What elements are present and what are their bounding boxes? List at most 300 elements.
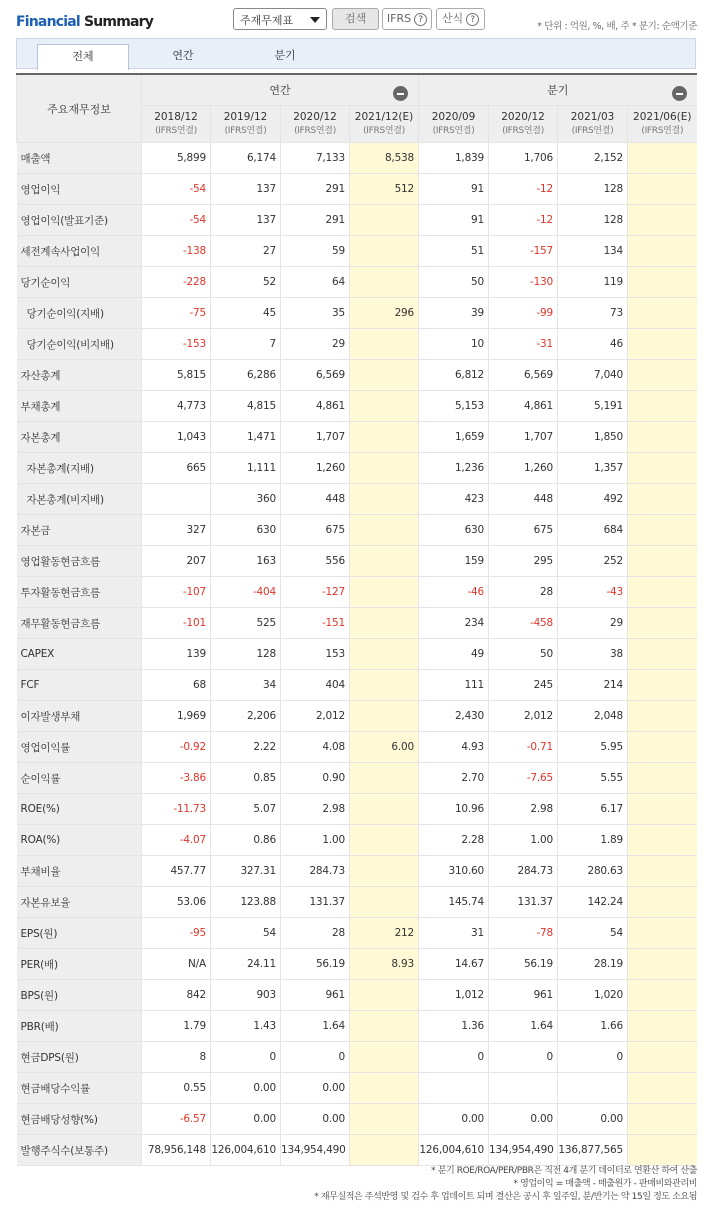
footnote: * 재무실적은 주석반영 및 검수 후 업데이트 되며 결산은 공시 후 일주일, 분/반기는 약 15일 정도 소요됨 bbox=[314, 1192, 697, 1202]
column-period: 2018/12 bbox=[154, 111, 198, 123]
table-cell: 525 bbox=[211, 608, 281, 639]
column-basis: (IFRS연결) bbox=[502, 126, 544, 136]
table-cell: 5,899 bbox=[142, 143, 211, 174]
table-row bbox=[17, 980, 697, 1011]
table-cell bbox=[628, 546, 697, 577]
table-cell: 8 bbox=[142, 1042, 211, 1073]
table-cell: 2.70 bbox=[419, 763, 489, 794]
row-label: 현금배당성향(%) bbox=[17, 1104, 142, 1135]
table-cell: 123.88 bbox=[211, 887, 281, 918]
table-cell: 2,012 bbox=[281, 701, 350, 732]
column-period: 2021/06(E) bbox=[633, 111, 692, 123]
table-cell: -228 bbox=[142, 267, 211, 298]
table-cell: -101 bbox=[142, 608, 211, 639]
table-cell bbox=[350, 1104, 419, 1135]
table-cell: 54 bbox=[558, 918, 628, 949]
table-cell: -54 bbox=[142, 174, 211, 205]
table-cell: 1,012 bbox=[419, 980, 489, 1011]
table-cell: 5.95 bbox=[558, 732, 628, 763]
table-cell bbox=[628, 794, 697, 825]
table-cell: -7.65 bbox=[489, 763, 558, 794]
table-cell: 252 bbox=[558, 546, 628, 577]
unit-note: * 단위 : 억원, %, 배, 주 * 분기: 순액기준 bbox=[537, 21, 697, 32]
table-cell bbox=[350, 639, 419, 670]
row-label: 현금DPS(원) bbox=[17, 1042, 142, 1073]
table-row bbox=[17, 701, 697, 732]
table-cell: 284.73 bbox=[489, 856, 558, 887]
table-cell bbox=[350, 670, 419, 701]
table-cell: 2.28 bbox=[419, 825, 489, 856]
table-cell: 1.66 bbox=[558, 1011, 628, 1042]
column-header bbox=[350, 106, 419, 143]
table-row bbox=[17, 515, 697, 546]
row-label: EPS(원) bbox=[17, 918, 142, 949]
row-label: 당기순이익 bbox=[17, 267, 142, 298]
table-cell: 131.37 bbox=[489, 887, 558, 918]
table-cell: -46 bbox=[419, 577, 489, 608]
table-cell bbox=[419, 1073, 489, 1104]
table-cell bbox=[350, 763, 419, 794]
table-cell: 0.00 bbox=[211, 1104, 281, 1135]
table-cell: 492 bbox=[558, 484, 628, 515]
table-cell: 14.67 bbox=[419, 949, 489, 980]
table-cell: -75 bbox=[142, 298, 211, 329]
table-cell: 280.63 bbox=[558, 856, 628, 887]
table-cell bbox=[350, 577, 419, 608]
table-cell: 1.89 bbox=[558, 825, 628, 856]
table-cell: 1,020 bbox=[558, 980, 628, 1011]
table-cell bbox=[628, 825, 697, 856]
table-cell bbox=[558, 1073, 628, 1104]
table-cell: 310.60 bbox=[419, 856, 489, 887]
table-cell: 6,569 bbox=[489, 360, 558, 391]
quarter-group-header bbox=[419, 74, 697, 106]
table-cell: 6,569 bbox=[281, 360, 350, 391]
table-cell: 961 bbox=[281, 980, 350, 1011]
table-cell: 0 bbox=[419, 1042, 489, 1073]
table-cell bbox=[350, 391, 419, 422]
table-cell: 34 bbox=[211, 670, 281, 701]
table-cell bbox=[350, 887, 419, 918]
table-cell: 131.37 bbox=[281, 887, 350, 918]
tab-annual[interactable]: 연간 bbox=[172, 49, 194, 62]
table-cell: 0 bbox=[211, 1042, 281, 1073]
table-cell: 207 bbox=[142, 546, 211, 577]
table-cell: 291 bbox=[281, 174, 350, 205]
row-label: 발행주식수(보통주) bbox=[17, 1135, 142, 1166]
table-cell: 1,706 bbox=[489, 143, 558, 174]
table-cell: 128 bbox=[558, 174, 628, 205]
column-header bbox=[628, 106, 697, 143]
table-cell: 0.90 bbox=[281, 763, 350, 794]
table-row bbox=[17, 918, 697, 949]
table-row bbox=[17, 825, 697, 856]
table-cell bbox=[628, 732, 697, 763]
table-row bbox=[17, 1104, 697, 1135]
table-cell bbox=[350, 236, 419, 267]
table-cell: 1.79 bbox=[142, 1011, 211, 1042]
table-cell: 39 bbox=[419, 298, 489, 329]
row-label: 자산총계 bbox=[17, 360, 142, 391]
table-cell: 134,954,490 bbox=[281, 1135, 350, 1166]
table-cell: 111 bbox=[419, 670, 489, 701]
table-cell: 31 bbox=[419, 918, 489, 949]
table-cell: 0.00 bbox=[281, 1073, 350, 1104]
row-label: 재무활동현금흐름 bbox=[17, 608, 142, 639]
period-tabs bbox=[16, 38, 696, 69]
table-cell: 448 bbox=[281, 484, 350, 515]
table-cell: -6.57 bbox=[142, 1104, 211, 1135]
table-cell: 35 bbox=[281, 298, 350, 329]
table-cell bbox=[350, 608, 419, 639]
table-cell: 126,004,610 bbox=[419, 1135, 489, 1166]
table-cell: 842 bbox=[142, 980, 211, 1011]
table-cell: 961 bbox=[489, 980, 558, 1011]
table-row bbox=[17, 639, 697, 670]
row-label: PBR(배) bbox=[17, 1011, 142, 1042]
column-period: 2021/12(E) bbox=[354, 111, 414, 123]
table-cell: 1,659 bbox=[419, 422, 489, 453]
ifrs-label: IFRS bbox=[386, 12, 412, 25]
statement-type-select[interactable] bbox=[233, 8, 327, 30]
table-cell: 2.98 bbox=[281, 794, 350, 825]
table-cell: 53.06 bbox=[142, 887, 211, 918]
table-cell: 1,236 bbox=[419, 453, 489, 484]
table-cell: 5.07 bbox=[211, 794, 281, 825]
table-cell bbox=[628, 267, 697, 298]
table-row bbox=[17, 391, 697, 422]
row-label: ROE(%) bbox=[17, 794, 142, 825]
table-cell: 1,850 bbox=[558, 422, 628, 453]
table-cell: 134 bbox=[558, 236, 628, 267]
table-cell: 1,471 bbox=[211, 422, 281, 453]
table-row bbox=[17, 174, 697, 205]
row-header-label: 주요재무정보 bbox=[17, 74, 142, 143]
table-row bbox=[17, 546, 697, 577]
table-cell: 142.24 bbox=[558, 887, 628, 918]
table-cell bbox=[350, 701, 419, 732]
table-cell: 137 bbox=[211, 174, 281, 205]
table-cell bbox=[628, 1104, 697, 1135]
table-cell bbox=[628, 515, 697, 546]
table-row bbox=[17, 608, 697, 639]
row-label: 당기순이익(지배) bbox=[17, 298, 142, 329]
row-label: 영업이익 bbox=[17, 174, 142, 205]
row-label: CAPEX bbox=[17, 639, 142, 670]
table-cell: 6.00 bbox=[350, 732, 419, 763]
row-label: 현금배당수익률 bbox=[17, 1073, 142, 1104]
table-cell: 903 bbox=[211, 980, 281, 1011]
table-cell bbox=[628, 887, 697, 918]
table-cell bbox=[628, 670, 697, 701]
footnote: * 영업이익 = 매출액 - 매출원가 - 판매비와관리비 bbox=[513, 1179, 697, 1189]
table-cell bbox=[628, 422, 697, 453]
table-cell: 27 bbox=[211, 236, 281, 267]
table-cell bbox=[142, 484, 211, 515]
table-cell: 0.86 bbox=[211, 825, 281, 856]
table-cell: 78,956,148 bbox=[142, 1135, 211, 1166]
formula-label: 산식 bbox=[441, 12, 464, 25]
table-cell: -153 bbox=[142, 329, 211, 360]
table-cell: 2.98 bbox=[489, 794, 558, 825]
row-label: BPS(원) bbox=[17, 980, 142, 1011]
column-header bbox=[489, 106, 558, 143]
table-cell: 1.43 bbox=[211, 1011, 281, 1042]
row-label: 투자활동현금흐름 bbox=[17, 577, 142, 608]
table-cell bbox=[350, 1135, 419, 1166]
table-cell: 5,191 bbox=[558, 391, 628, 422]
table-cell: 296 bbox=[350, 298, 419, 329]
table-cell: 128 bbox=[211, 639, 281, 670]
table-cell: 91 bbox=[419, 205, 489, 236]
table-cell: 630 bbox=[211, 515, 281, 546]
quarter-group-label: 분기 bbox=[547, 84, 569, 97]
table-cell: 126,004,610 bbox=[211, 1135, 281, 1166]
table-cell: 404 bbox=[281, 670, 350, 701]
table-cell bbox=[350, 1042, 419, 1073]
column-period: 2020/09 bbox=[431, 111, 476, 123]
table-cell: 52 bbox=[211, 267, 281, 298]
table-cell bbox=[628, 1042, 697, 1073]
table-cell: 2,152 bbox=[558, 143, 628, 174]
table-cell: 29 bbox=[558, 608, 628, 639]
table-cell: 10.96 bbox=[419, 794, 489, 825]
row-label: FCF bbox=[17, 670, 142, 701]
table-cell: 119 bbox=[558, 267, 628, 298]
table-cell: 50 bbox=[489, 639, 558, 670]
table-cell: 1,260 bbox=[489, 453, 558, 484]
table-cell bbox=[489, 1073, 558, 1104]
table-cell: 137 bbox=[211, 205, 281, 236]
table-row bbox=[17, 298, 697, 329]
column-header bbox=[419, 106, 489, 143]
table-cell: 4.08 bbox=[281, 732, 350, 763]
table-row bbox=[17, 453, 697, 484]
table-cell bbox=[628, 1011, 697, 1042]
table-cell: 28.19 bbox=[558, 949, 628, 980]
table-cell: 163 bbox=[211, 546, 281, 577]
table-cell: 327 bbox=[142, 515, 211, 546]
table-cell: -78 bbox=[489, 918, 558, 949]
table-cell: 1,839 bbox=[419, 143, 489, 174]
table-cell: -0.71 bbox=[489, 732, 558, 763]
column-header bbox=[142, 106, 211, 143]
table-cell bbox=[628, 577, 697, 608]
table-cell: 0 bbox=[489, 1042, 558, 1073]
table-cell bbox=[628, 980, 697, 1011]
table-cell: 630 bbox=[419, 515, 489, 546]
table-cell: 1.00 bbox=[489, 825, 558, 856]
table-cell: -12 bbox=[489, 205, 558, 236]
annual-group-header bbox=[142, 74, 419, 106]
row-label: 영업이익률 bbox=[17, 732, 142, 763]
table-cell: 56.19 bbox=[281, 949, 350, 980]
collapse-icon[interactable] bbox=[672, 86, 687, 101]
table-cell: 49 bbox=[419, 639, 489, 670]
table-cell: 50 bbox=[419, 267, 489, 298]
table-cell: 327.31 bbox=[211, 856, 281, 887]
table-cell: 1,111 bbox=[211, 453, 281, 484]
table-cell bbox=[350, 205, 419, 236]
table-cell: -54 bbox=[142, 205, 211, 236]
column-period: 2019/12 bbox=[223, 111, 268, 123]
column-header bbox=[281, 106, 350, 143]
table-cell bbox=[628, 360, 697, 391]
row-label: 자본총계 bbox=[17, 422, 142, 453]
column-header bbox=[211, 106, 281, 143]
table-cell: 139 bbox=[142, 639, 211, 670]
table-cell: -157 bbox=[489, 236, 558, 267]
table-cell: 73 bbox=[558, 298, 628, 329]
table-cell: 24.11 bbox=[211, 949, 281, 980]
table-cell: 145.74 bbox=[419, 887, 489, 918]
table-row bbox=[17, 143, 697, 174]
tab-all[interactable]: 전체 bbox=[37, 44, 129, 70]
table-cell: 7,133 bbox=[281, 143, 350, 174]
table-cell bbox=[628, 949, 697, 980]
table-cell: 245 bbox=[489, 670, 558, 701]
row-label: 영업활동현금흐름 bbox=[17, 546, 142, 577]
question-icon: ? bbox=[414, 13, 427, 26]
table-cell: 59 bbox=[281, 236, 350, 267]
table-cell: 2,048 bbox=[558, 701, 628, 732]
table-cell: 54 bbox=[211, 918, 281, 949]
table-cell bbox=[350, 856, 419, 887]
footnotes bbox=[314, 1165, 697, 1204]
table-cell: 1,969 bbox=[142, 701, 211, 732]
table-cell: -95 bbox=[142, 918, 211, 949]
table-cell: 212 bbox=[350, 918, 419, 949]
table-cell: 360 bbox=[211, 484, 281, 515]
formula-help-button[interactable] bbox=[436, 8, 485, 30]
table-cell: 153 bbox=[281, 639, 350, 670]
row-label: 순이익률 bbox=[17, 763, 142, 794]
table-cell: 0.00 bbox=[419, 1104, 489, 1135]
column-basis: (IFRS연결) bbox=[363, 126, 405, 136]
table-cell: -0.92 bbox=[142, 732, 211, 763]
table-cell: 5.55 bbox=[558, 763, 628, 794]
column-period: 2020/12 bbox=[501, 111, 545, 123]
row-label: 매출액 bbox=[17, 143, 142, 174]
ifrs-help-button[interactable] bbox=[382, 8, 432, 30]
table-cell: -130 bbox=[489, 267, 558, 298]
table-cell bbox=[628, 608, 697, 639]
tab-quarter[interactable]: 분기 bbox=[274, 49, 296, 62]
table-cell: 0.00 bbox=[489, 1104, 558, 1135]
table-cell: 6,174 bbox=[211, 143, 281, 174]
table-cell bbox=[628, 763, 697, 794]
row-label: 자본총계(지배) bbox=[17, 453, 142, 484]
table-row bbox=[17, 887, 697, 918]
table-cell: 0.00 bbox=[558, 1104, 628, 1135]
chevron-down-icon bbox=[310, 17, 320, 23]
row-label: 자본총계(비지배) bbox=[17, 484, 142, 515]
table-row bbox=[17, 1011, 697, 1042]
table-cell bbox=[350, 980, 419, 1011]
table-cell: 512 bbox=[350, 174, 419, 205]
row-label: 영업이익(발표기준) bbox=[17, 205, 142, 236]
table-cell bbox=[628, 453, 697, 484]
table-cell: 291 bbox=[281, 205, 350, 236]
table-cell: -31 bbox=[489, 329, 558, 360]
annual-group-label: 연간 bbox=[269, 84, 291, 97]
table-cell: 0 bbox=[281, 1042, 350, 1073]
search-button[interactable]: 검색 bbox=[332, 8, 379, 30]
table-cell: 4.93 bbox=[419, 732, 489, 763]
column-basis: (IFRS연결) bbox=[155, 126, 197, 136]
table-cell bbox=[628, 329, 697, 360]
table-cell: 448 bbox=[489, 484, 558, 515]
table-cell: -138 bbox=[142, 236, 211, 267]
table-cell: 234 bbox=[419, 608, 489, 639]
table-cell bbox=[350, 422, 419, 453]
table-row bbox=[17, 267, 697, 298]
table-cell: 6.17 bbox=[558, 794, 628, 825]
table-row bbox=[17, 360, 697, 391]
table-row bbox=[17, 763, 697, 794]
table-cell: -12 bbox=[489, 174, 558, 205]
table-row bbox=[17, 670, 697, 701]
table-cell bbox=[628, 205, 697, 236]
table-row bbox=[17, 236, 697, 267]
table-cell: -458 bbox=[489, 608, 558, 639]
table-cell: 5,153 bbox=[419, 391, 489, 422]
select-value: 주재무제표 bbox=[240, 14, 294, 27]
table-cell: 214 bbox=[558, 670, 628, 701]
table-cell: 28 bbox=[281, 918, 350, 949]
table-cell: 29 bbox=[281, 329, 350, 360]
table-cell: 665 bbox=[142, 453, 211, 484]
table-cell: 5,815 bbox=[142, 360, 211, 391]
collapse-icon[interactable] bbox=[393, 86, 408, 101]
table-cell: 1.36 bbox=[419, 1011, 489, 1042]
table-cell: 6,286 bbox=[211, 360, 281, 391]
table-cell bbox=[628, 484, 697, 515]
column-basis: (IFRS연결) bbox=[224, 126, 267, 136]
table-row bbox=[17, 205, 697, 236]
table-cell: -99 bbox=[489, 298, 558, 329]
row-label: 부채비율 bbox=[17, 856, 142, 887]
title-word-financial: Financial bbox=[16, 14, 80, 30]
table-cell bbox=[628, 236, 697, 267]
table-cell: 1.00 bbox=[281, 825, 350, 856]
table-row bbox=[17, 1042, 697, 1073]
column-header bbox=[558, 106, 628, 143]
table-cell: 0.85 bbox=[211, 763, 281, 794]
table-cell: 423 bbox=[419, 484, 489, 515]
row-label: 자본금 bbox=[17, 515, 142, 546]
table-cell: 45 bbox=[211, 298, 281, 329]
table-cell: 7,040 bbox=[558, 360, 628, 391]
table-cell: -43 bbox=[558, 577, 628, 608]
table-cell bbox=[628, 174, 697, 205]
table-cell: 675 bbox=[489, 515, 558, 546]
table-cell: 684 bbox=[558, 515, 628, 546]
table-cell: 0.00 bbox=[211, 1073, 281, 1104]
table-cell: 46 bbox=[558, 329, 628, 360]
table-cell bbox=[628, 918, 697, 949]
table-row bbox=[17, 732, 697, 763]
table-cell: -11.73 bbox=[142, 794, 211, 825]
table-cell: 0.00 bbox=[281, 1104, 350, 1135]
table-cell: 1,707 bbox=[489, 422, 558, 453]
table-cell: 1,707 bbox=[281, 422, 350, 453]
table-cell: -4.07 bbox=[142, 825, 211, 856]
table-cell bbox=[350, 794, 419, 825]
column-basis: (IFRS연결) bbox=[571, 126, 614, 136]
table-cell bbox=[350, 546, 419, 577]
table-cell bbox=[628, 639, 697, 670]
